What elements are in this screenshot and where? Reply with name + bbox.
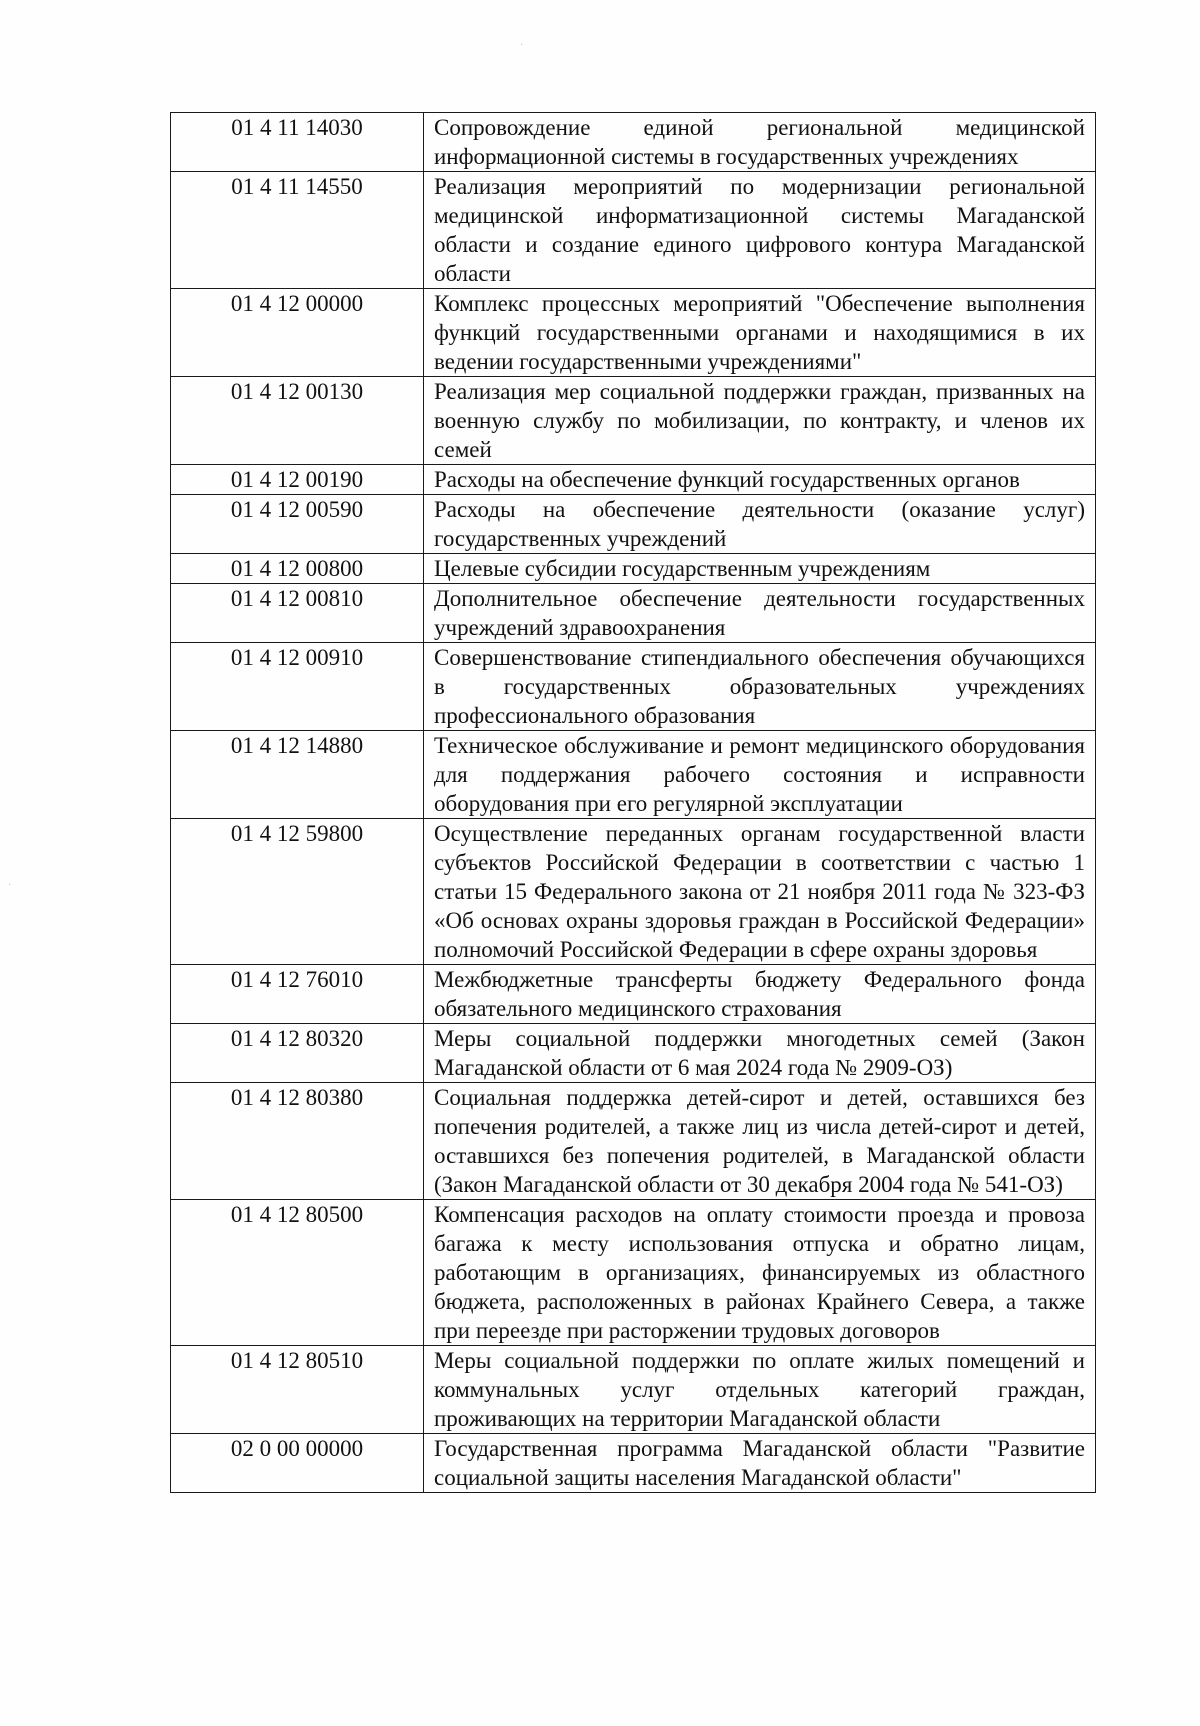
code-cell: 01 4 12 14880 <box>171 731 424 819</box>
code-cell: 01 4 12 80380 <box>171 1083 424 1200</box>
table-row <box>171 1024 1096 1083</box>
description-cell: Совершенствование стипендиального обеспечения обучающихся в государственных образовательных учреждениях профессионального образования <box>424 643 1096 731</box>
code-cell: 01 4 11 14550 <box>171 172 424 289</box>
code-cell: 01 4 12 80510 <box>171 1346 424 1434</box>
code-cell: 01 4 12 00910 <box>171 643 424 731</box>
code-cell: 01 4 12 00130 <box>171 377 424 465</box>
scan-speck: · <box>8 880 12 891</box>
table-row <box>171 731 1096 819</box>
description-cell: Меры социальной поддержки многодетных семей (Закон Магаданской области от 6 мая 2024 года № 2909-ОЗ) <box>424 1024 1096 1083</box>
description-cell: Дополнительное обеспечение деятельности государственных учреждений здравоохранения <box>424 584 1096 643</box>
code-cell: 02 0 00 00000 <box>171 1434 424 1493</box>
table-row <box>171 1083 1096 1200</box>
code-cell: 01 4 12 00000 <box>171 289 424 377</box>
description-cell: Реализация мероприятий по модернизации региональной медицинской информатизационной системы Магаданской области и создание единого цифрового контура Магаданской области <box>424 172 1096 289</box>
table-row <box>171 643 1096 731</box>
code-cell: 01 4 12 00190 <box>171 465 424 495</box>
table-row <box>171 1200 1096 1346</box>
code-cell: 01 4 12 76010 <box>171 965 424 1024</box>
description-cell: Социальная поддержка детей-сирот и детей, оставшихся без попечения родителей, а также лиц из числа детей-сирот и детей, оставшихся без попечения родителей, в Магаданской области (Закон Магаданской области от 30 декабря 2004 года № 541-ОЗ) <box>424 1083 1096 1200</box>
scan-speck: · <box>520 40 524 51</box>
table-row <box>171 819 1096 965</box>
table-row <box>171 584 1096 643</box>
description-cell: Меры социальной поддержки по оплате жилых помещений и коммунальных услуг отдельных категорий граждан, проживающих на территории Магаданской области <box>424 1346 1096 1434</box>
table-row <box>171 465 1096 495</box>
code-cell: 01 4 12 00800 <box>171 554 424 584</box>
table-row <box>171 377 1096 465</box>
code-cell: 01 4 12 59800 <box>171 819 424 965</box>
description-cell: Комплекс процессных мероприятий "Обеспечение выполнения функций государственными органами и находящимися в их ведении государственными учреждениями" <box>424 289 1096 377</box>
table-row <box>171 172 1096 289</box>
description-cell: Межбюджетные трансферты бюджету Федерального фонда обязательного медицинского страхования <box>424 965 1096 1024</box>
table-row <box>171 113 1096 172</box>
table-row <box>171 1434 1096 1493</box>
description-cell: Сопровождение единой региональной медицинской информационной системы в государственных учреждениях <box>424 113 1096 172</box>
description-cell: Государственная программа Магаданской области "Развитие социальной защиты населения Магаданской области" <box>424 1434 1096 1493</box>
description-cell: Компенсация расходов на оплату стоимости проезда и провоза багажа к месту использования отпуска и обратно лицам, работающим в организациях, финансируемых из областного бюджета, расположенных в районах Крайнего Севера, а также при переезде при расторжении трудовых договоров <box>424 1200 1096 1346</box>
description-cell: Расходы на обеспечение деятельности (оказание услуг) государственных учреждений <box>424 495 1096 554</box>
budget-code-table <box>170 112 1096 1493</box>
table-row <box>171 495 1096 554</box>
code-cell: 01 4 12 00810 <box>171 584 424 643</box>
code-cell: 01 4 12 80500 <box>171 1200 424 1346</box>
table-row <box>171 554 1096 584</box>
code-cell: 01 4 12 80320 <box>171 1024 424 1083</box>
description-cell: Расходы на обеспечение функций государственных органов <box>424 465 1096 495</box>
table-body <box>171 113 1096 1493</box>
code-cell: 01 4 12 00590 <box>171 495 424 554</box>
table-row <box>171 1346 1096 1434</box>
description-cell: Реализация мер социальной поддержки граждан, призванных на военную службу по мобилизации, по контракту, и членов их семей <box>424 377 1096 465</box>
description-cell: Осуществление переданных органам государственной власти субъектов Российской Федерации в соответствии с частью 1 статьи 15 Федерального закона от 21 ноября 2011 года № 323-ФЗ «Об основах охраны здоровья граждан в Российской Федерации» полномочий Российской Федерации в сфере охраны здоровья <box>424 819 1096 965</box>
description-cell: Техническое обслуживание и ремонт медицинского оборудования для поддержания рабочего состояния и исправности оборудования при его регулярной эксплуатации <box>424 731 1096 819</box>
description-cell: Целевые субсидии государственным учреждениям <box>424 554 1096 584</box>
code-cell: 01 4 11 14030 <box>171 113 424 172</box>
table-row <box>171 289 1096 377</box>
table-row <box>171 965 1096 1024</box>
